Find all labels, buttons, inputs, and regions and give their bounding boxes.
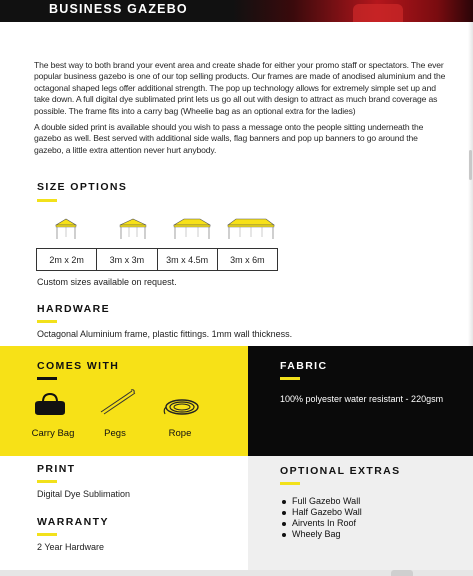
warranty-text: 2 Year Hardware — [37, 542, 105, 552]
bottom-scrollbar-thumb[interactable] — [391, 570, 413, 576]
print-underline — [37, 480, 57, 483]
size-option-3x3: 3m x 3m — [97, 249, 157, 270]
page-title: BUSINESS GAZEBO — [49, 2, 188, 16]
pegs-icon — [98, 388, 138, 416]
size-option-2x2: 2m x 2m — [37, 249, 97, 270]
carry-bag-label: Carry Bag — [31, 428, 75, 439]
rope-label: Rope — [168, 428, 192, 439]
fabric-underline — [280, 377, 300, 380]
size-options-heading: SIZE OPTIONS — [37, 181, 128, 193]
print-heading: PRINT — [37, 463, 76, 475]
scrollbar-thumb[interactable] — [469, 150, 472, 180]
gazebo-3x3-icon — [118, 216, 148, 240]
pegs-label: Pegs — [104, 428, 126, 439]
print-text: Digital Dye Sublimation — [37, 489, 131, 499]
list-item: Airvents In Roof — [292, 518, 362, 529]
fabric-text: 100% polyester water resistant - 220gsm — [280, 394, 444, 404]
size-options-table — [36, 248, 278, 271]
list-item: Wheely Bag — [292, 529, 362, 540]
intro-text — [34, 60, 446, 161]
custom-sizes-note: Custom sizes available on request. — [37, 277, 177, 287]
hardware-text: Octagonal Aluminium frame, plastic fittings. 1mm wall thickness. — [37, 329, 293, 339]
size-option-3x6: 3m x 6m — [230, 254, 265, 265]
hardware-heading: HARDWARE — [37, 303, 111, 315]
comes-with-heading: COMES WITH — [37, 360, 120, 372]
size-option-3x45: 3m x 4.5m — [158, 249, 218, 270]
intro-paragraph-1: The best way to both brand your event area and create shade for either your promo staff or spectators. The ever popular business gazebo is one of our top selling products. Our frames are made of anodised aluminium and the octagonal shaped legs offer additional strength. The pop up technology allows for extremely simple set up and take down. A full digital dye sublimated print lets us go all out with design to attract as much brand coverage as possible. The frame fits into a carry bag (Wheelie bag as an optional extra for the ladies) — [34, 60, 446, 116]
optional-extras-list — [292, 496, 362, 540]
comes-with-underline — [37, 377, 57, 380]
optional-extras-underline — [280, 482, 300, 485]
bag-icon — [33, 392, 67, 416]
warranty-heading: WARRANTY — [37, 516, 109, 528]
list-item: Full Gazebo Wall — [292, 496, 361, 506]
bottom-scrollbar[interactable] — [0, 570, 473, 576]
hardware-underline — [37, 320, 57, 323]
header-banner-image — [233, 0, 473, 22]
size-options-underline — [37, 199, 57, 202]
gazebo-2x2-icon — [54, 216, 78, 240]
rope-icon — [162, 396, 202, 418]
gazebo-3x6-icon — [226, 216, 276, 240]
fabric-heading: FABRIC — [280, 360, 328, 372]
optional-extras-heading: OPTIONAL EXTRAS — [280, 465, 401, 477]
gazebo-3x45-icon — [172, 216, 212, 240]
list-item: Half Gazebo Wall — [292, 507, 362, 517]
header-banner — [0, 0, 473, 22]
warranty-underline — [37, 533, 57, 536]
intro-paragraph-2: A double sided print is available should you wish to pass a message onto the people sitting underneath the gazebo as well. Best served with additional side walls, flag banners and pop up banners to go around the gazebo, a little extra attention never hurt anybody. — [34, 122, 424, 155]
